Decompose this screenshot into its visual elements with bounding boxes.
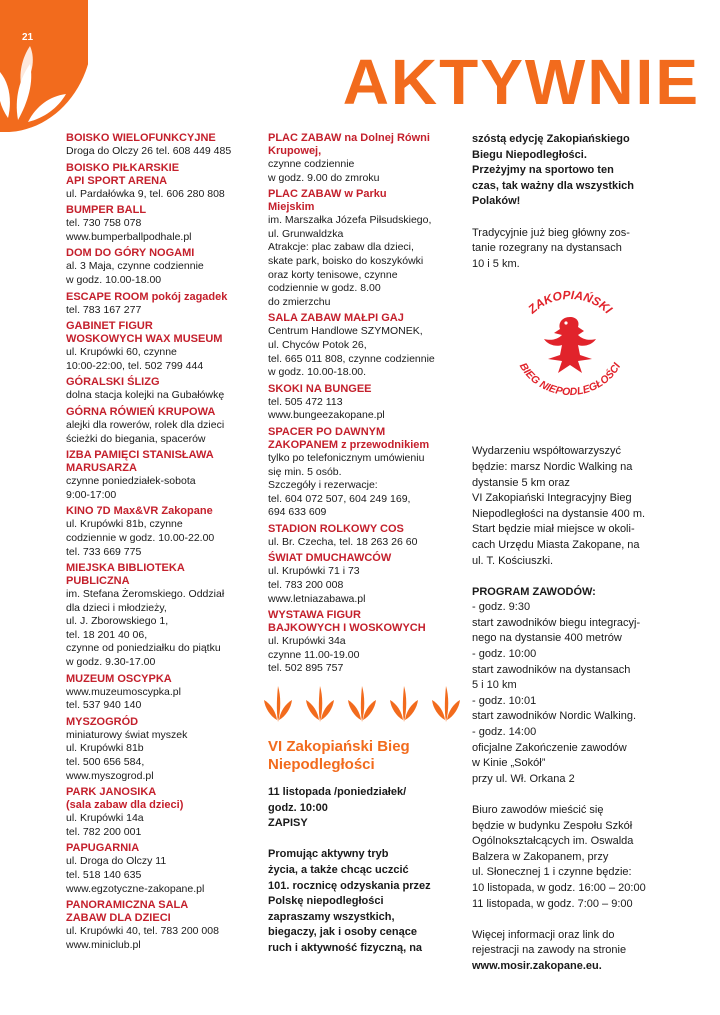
venue-detail: w godz. 9.00 do zmroku: [268, 171, 380, 184]
venue-detail: tel. 730 758 078: [66, 217, 142, 230]
venue-name: SALA ZABAW MAŁPI GAJ: [268, 312, 404, 325]
venue-detail: ul. Br. Czecha, tel. 18 263 26 60: [268, 535, 418, 548]
intro-line: Biegu Niepodległości.: [472, 148, 587, 161]
venue-detail: czynne 11.00-19.00: [268, 648, 360, 661]
venue-link[interactable]: www.bumperballpodhale.pl: [66, 230, 192, 243]
spacer: [268, 832, 460, 848]
program-line: oficjalne Zakończenie zawodów: [472, 741, 627, 754]
venue-link[interactable]: www.bungeezakopane.pl: [268, 409, 385, 422]
venue-name: IZBA PAMIĘCI STANISŁAWA: [66, 449, 214, 462]
office-line: 11 listopada, w godz. 7:00 – 9:00: [472, 897, 633, 910]
venue-detail: tylko po telefonicznym umówieniu: [268, 451, 425, 464]
accompanying-line: będzie: marsz Nordic Walking na: [472, 460, 633, 473]
venue-name: GABINET FIGUR: [66, 320, 153, 333]
accompanying-line: cach Urzędu Miasta Zakopane, na: [472, 538, 640, 551]
corner-decoration: [0, 0, 88, 132]
venue-detail: tel. 783 200 008: [268, 579, 344, 592]
venue-name: MIEJSKA BIBLIOTEKA: [66, 562, 185, 575]
venue-name: KINO 7D Max&VR Zakopane: [66, 505, 213, 518]
program-line: - godz. 14:00: [472, 726, 537, 739]
venue-detail: tel. 665 011 808, czynne codziennie: [268, 352, 435, 365]
venue-detail: ul. Krupówki 14a: [66, 812, 144, 825]
accompanying-line: VI Zakopiański Integracyjny Bieg: [472, 492, 632, 505]
venue-detail: w godz. 9.30-17.00: [66, 656, 156, 669]
program-line: w Kinie „Sokół”: [472, 757, 546, 770]
venue-detail: tel. 733 669 775: [66, 545, 142, 558]
venue-detail: ul. Grunwaldzka: [268, 227, 344, 240]
program-list: [472, 600, 672, 787]
intro-line: Polaków!: [472, 195, 521, 208]
venue-detail: oraz korty tenisowe, czynne: [268, 268, 398, 281]
logo-text-top: ZAKOPIAŃSKI: [525, 287, 615, 317]
venue-name: PLAC ZABAW w Parku: [268, 188, 387, 201]
event-accompanying: [472, 444, 672, 569]
office-line: Biuro zawodów mieścić się: [472, 804, 604, 816]
venue-detail: skate park, boisko do koszykówki: [268, 254, 424, 267]
event-details: [472, 132, 672, 975]
program-line: start zawodników biegu integracyj-: [472, 616, 641, 629]
venue-detail: al. 3 Maja, czynne codziennie: [66, 260, 204, 273]
venue-detail: w godz. 10.00-18.00: [66, 273, 162, 286]
svg-text:BIEG NIEPODLEGŁOŚCI: [517, 360, 624, 398]
venue-detail: im. Marszałka Józefa Piłsudskiego,: [268, 214, 432, 227]
venue-name: MUZEUM OSCYPKA: [66, 672, 172, 685]
event-date-line: godz. 10:00: [268, 801, 328, 814]
venue-detail: ul. Krupówki 81b: [66, 742, 144, 755]
plant-icon: [306, 686, 334, 722]
venue-name: PARK JANOSIKA: [66, 786, 157, 799]
event-intro-line: ruch i aktywność fizyczną, na: [268, 941, 423, 954]
event-title: VI Zakopiański Bieg Niepodległości: [268, 738, 410, 773]
event-intro-line: życia, a także chcąc uczcić: [268, 863, 409, 876]
tradition-line: tanie rozegrany na dystansach: [472, 242, 622, 255]
venue-detail: Droga do Olczy 26 tel. 608 449 485: [66, 145, 232, 157]
tradition-line: Tradycyjnie już bieg główny zos-: [472, 226, 630, 239]
office-line: Ogólnokształcących im. Oswalda: [472, 835, 634, 848]
venue-detail: im. Stefana Żeromskiego. Oddział: [66, 588, 225, 601]
venue-detail: tel. 505 472 113: [268, 395, 343, 408]
program-title: PROGRAM ZAWODÓW:: [472, 585, 596, 598]
venue-name: WOSKOWYCH WAX MUSEUM: [66, 333, 223, 346]
venue-name: GÓRALSKI ŚLIZG: [66, 376, 160, 389]
venue-name: SPACER PO DAWNYM: [268, 425, 386, 438]
event-tradition: [472, 226, 672, 273]
venue-detail: ul. Droga do Olczy 11: [66, 855, 167, 868]
venue-link[interactable]: www.miniclub.pl: [66, 938, 141, 951]
venue-detail: dolna stacja kolejki na Gubałówkę: [66, 389, 225, 402]
venue-detail: czynne codziennie: [268, 158, 355, 170]
office-line: ul. Słonecznej 1 i czynne będzie:: [472, 866, 632, 879]
venue-list-middle: [268, 132, 460, 676]
svg-text:ZAKOPIAŃSKI: [525, 288, 616, 317]
plant-icon: [348, 686, 376, 722]
decorative-plants-row: [264, 686, 460, 722]
office-line: 10 listopada, w godz. 16:00 – 20:00: [472, 881, 646, 894]
program-line: przy ul. Wł. Orkana 2: [472, 772, 575, 785]
venue-name: PAPUGARNIA: [66, 842, 140, 855]
venue-name: WYSTAWA FIGUR: [268, 609, 361, 622]
accompanying-line: Wydarzeniu współtowarzyszyć: [472, 445, 622, 458]
venue-detail: 9:00-17:00: [66, 488, 117, 501]
logo-text-bottom: BIEG NIEPODLEGŁOŚCI: [516, 360, 624, 399]
venue-detail: ul. Pardałówka 9, tel. 606 280 808: [66, 187, 225, 200]
event-date-line: ZAPISY: [268, 817, 308, 830]
intro-line: czas, tak ważny dla wszystkich: [472, 179, 635, 192]
page-title: AKTYWNIE: [342, 46, 700, 118]
venue-detail: ul. Krupówki 60, czynne: [66, 346, 177, 359]
venue-link[interactable]: www.egzotyczne-zakopane.pl: [66, 882, 205, 895]
venue-detail: Atrakcje: plac zabaw dla dzieci,: [268, 241, 414, 254]
venue-detail: tel. 518 140 635: [66, 869, 142, 881]
venue-detail: tel. 782 200 001: [66, 825, 142, 838]
office-line: będzie w budynku Zespołu Szkół: [472, 819, 633, 832]
plant-icon: [264, 686, 292, 722]
venue-name: BAJKOWYCH I WOSKOWYCH: [268, 622, 426, 635]
venue-link[interactable]: www.letniazabawa.pl: [268, 592, 366, 605]
venue-name: MYSZOGRÓD: [66, 715, 139, 728]
venue-name: ZAKOPANEM z przewodnikiem: [268, 438, 430, 451]
accompanying-line: ul. T. Kościuszki.: [472, 554, 554, 567]
venue-detail: ul. Krupówki 34a: [268, 635, 346, 648]
program-line: - godz. 10:01: [472, 694, 537, 707]
intro-line: Przeżyjmy na sportowo ten: [472, 164, 614, 177]
event-intro-line: zapraszamy wszystkich,: [268, 910, 395, 923]
venue-detail: tel. 502 895 757: [268, 662, 344, 675]
more-info-link[interactable]: www.mosir.zakopane.eu.: [472, 959, 602, 972]
program-line: start zawodników Nordic Walking.: [472, 710, 637, 723]
venue-detail: tel. 604 072 507, 604 249 169,: [268, 492, 411, 505]
event-intro-line: 101. rocznicę odzyskania przez: [268, 879, 431, 892]
venue-name: PANORAMICZNA SALA: [66, 899, 189, 912]
venue-name: MARUSARZA: [66, 462, 137, 475]
venue-detail: 694 633 609: [268, 506, 327, 519]
venue-name: ESCAPE ROOM pokój zagadek: [66, 290, 228, 303]
more-info: [472, 928, 672, 959]
venue-name: API SPORT ARENA: [66, 174, 168, 187]
event-intro-line: Promując aktywny tryb: [268, 848, 389, 861]
venue-name: PLAC ZABAW na Dolnej Równi: [268, 132, 430, 144]
venue-detail: tel. 500 656 584,: [66, 756, 145, 769]
eagle-icon: [544, 317, 596, 373]
intro-line: szóstą edycję Zakopiańskiego: [472, 133, 630, 145]
venue-link[interactable]: www.myszogrod.pl: [66, 769, 154, 782]
venue-detail: ścieżki do biegania, spacerów: [66, 432, 206, 445]
venue-detail: czynne od poniedziałku do piątku: [66, 642, 221, 655]
venue-name: (sala zabaw dla dzieci): [66, 799, 184, 812]
venue-name: DOM DO GÓRY NOGAMI: [66, 247, 195, 260]
accompanying-line: Niepodległości na dystansie 400 m.: [472, 507, 646, 520]
venue-detail: Centrum Handlowe SZYMONEK,: [268, 325, 423, 338]
more-info-line: Więcej informacji oraz link do: [472, 928, 615, 941]
plant-icon: [390, 686, 418, 722]
venue-detail: tel. 783 167 277: [66, 303, 142, 316]
accompanying-line: Start będzie miał miejsce w okoli-: [472, 523, 635, 536]
venue-detail: miniaturowy świat myszek: [66, 728, 188, 741]
venue-detail: ul. Krupówki 40, tel. 783 200 008: [66, 925, 219, 938]
page-number: 21: [22, 32, 34, 43]
venue-name: Krupowej,: [268, 145, 322, 157]
venue-detail: dla dzieci i młodzieży,: [66, 601, 167, 614]
venue-name: ZABAW DLA DZIECI: [66, 912, 171, 925]
venue-detail: 10:00-22:00, tel. 502 799 444: [66, 359, 204, 372]
venue-name: Miejskim: [268, 201, 315, 214]
venue-detail: codziennie w godz. 8.00: [268, 282, 381, 295]
venue-detail: alejki dla rowerów, rolek dla dzieci: [66, 418, 225, 431]
event-intro-line: biegaczy, jak i osoby cenące: [268, 926, 417, 939]
venue-detail: ul. Krupówki 81b, czynne: [66, 518, 183, 531]
venue-list-left: [66, 132, 256, 952]
race-logo: [500, 283, 640, 403]
program-line: start zawodników na dystansach: [472, 663, 631, 676]
venue-detail: się min. 5 osób.: [268, 465, 342, 478]
venue-detail: w godz. 10.00-18.00.: [268, 366, 367, 379]
venue-link[interactable]: www.muzeumoscypka.pl: [66, 685, 181, 698]
venue-name: ŚWIAT DMUCHAWCÓW: [268, 552, 392, 565]
program-line: - godz. 9:30: [472, 601, 531, 614]
program-line: nego na dystansie 400 metrów: [472, 632, 622, 645]
venue-name: GÓRNA RÓWIEŃ KRUPOWA: [66, 405, 216, 418]
venue-detail: ul. J. Zborowskiego 1,: [66, 615, 169, 628]
venue-detail: do zmierzchu: [268, 295, 331, 308]
program-line: 5 i 10 km: [472, 679, 517, 692]
venue-detail: czynne poniedziałek-sobota: [66, 475, 196, 488]
more-info-line: rejestracji na zawody na stronie: [472, 944, 627, 957]
venue-detail: tel. 18 201 40 06,: [66, 628, 148, 641]
venue-name: BOISKO WIELOFUNKCYJNE: [66, 132, 216, 144]
venue-detail: Szczegóły i rezerwacje:: [268, 479, 378, 492]
event-intro-continued: [472, 132, 672, 210]
venue-name: PUBLICZNA: [66, 575, 130, 588]
office-line: Balzera w Zakopanem, przy: [472, 850, 609, 863]
venue-name: BUMPER BALL: [66, 204, 147, 217]
venue-name: STADION ROLKOWY COS: [268, 522, 404, 535]
event-intro-line: Polskę niepodległości: [268, 895, 384, 908]
accompanying-line: dystansie 5 km oraz: [472, 476, 570, 489]
event-intro: [268, 785, 460, 957]
event-date-line: 11 listopada /poniedziałek/: [268, 786, 407, 798]
tradition-line: 10 i 5 km.: [472, 257, 520, 270]
race-office-info: [472, 803, 672, 912]
plant-icon: [432, 686, 460, 722]
venue-name: SKOKI NA BUNGEE: [268, 382, 372, 395]
venue-detail: ul. Chyców Potok 26,: [268, 338, 367, 351]
venue-detail: tel. 537 940 140: [66, 699, 142, 712]
venue-detail: ul. Krupówki 71 i 73: [268, 565, 360, 578]
venue-detail: codziennie w godz. 10.00-22.00: [66, 531, 215, 544]
venue-name: BOISKO PIŁKARSKIE: [66, 161, 180, 174]
program-line: - godz. 10:00: [472, 648, 537, 661]
